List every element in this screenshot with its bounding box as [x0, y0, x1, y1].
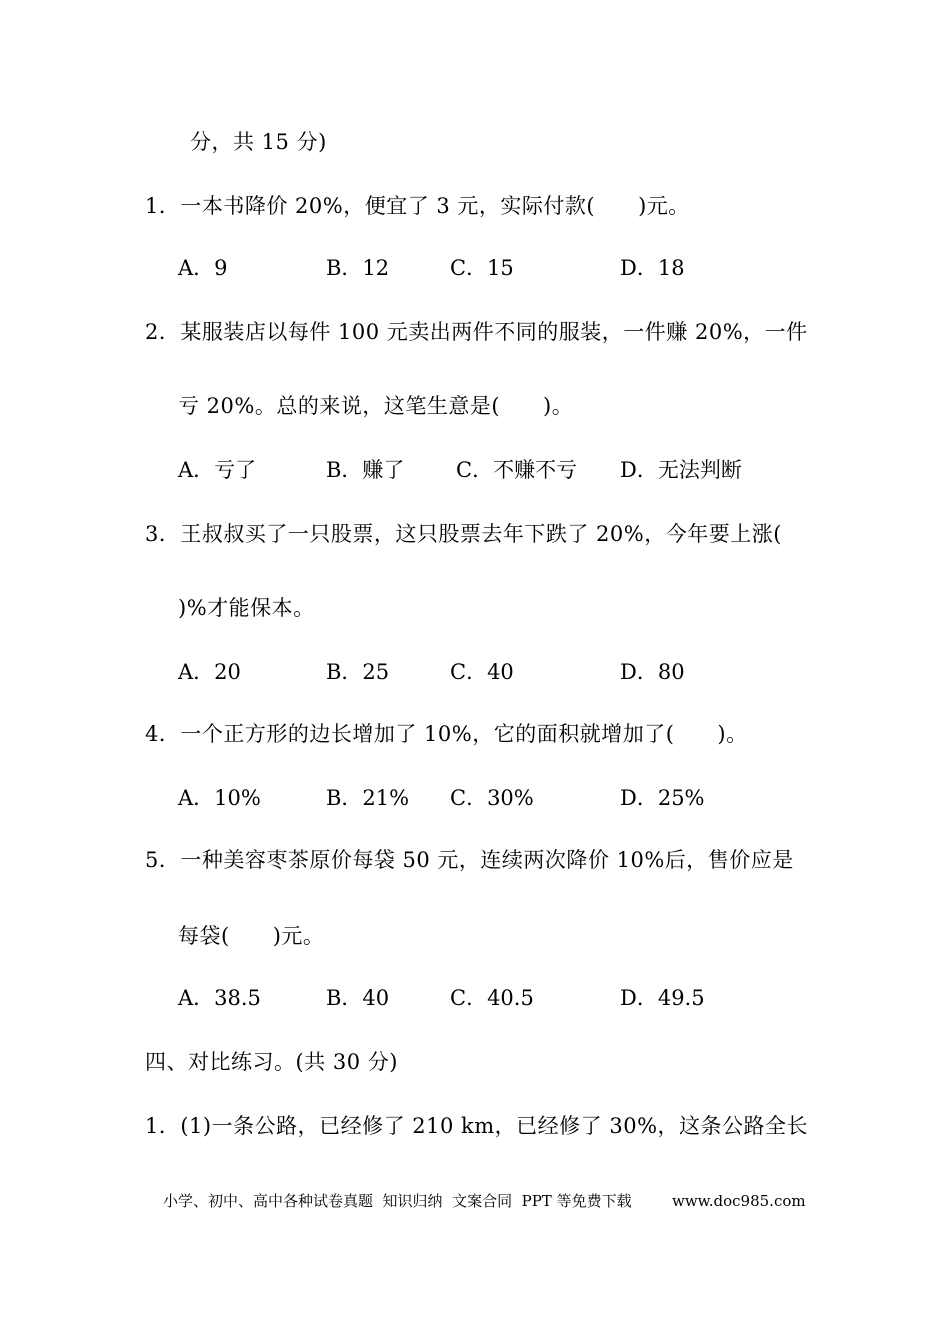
question-5-option-b: B．40 [326, 986, 390, 1010]
question-1-option-b: B．12 [326, 256, 390, 280]
question-5-option-a: A．38.5 [178, 986, 261, 1010]
question-1-option-c: C．15 [450, 256, 514, 280]
question-2-option-a: A．亏了 [178, 458, 257, 482]
question-4-option-a: A．10% [178, 786, 261, 810]
section-header-continuation: 分，共 15 分) [190, 130, 327, 154]
question-4-text: 4．一个正方形的边长增加了 10%，它的面积就增加了( )。 [145, 722, 748, 746]
question-2-option-d: D．无法判断 [620, 458, 742, 482]
question-1-option-a: A．9 [178, 256, 228, 280]
question-4-option-b: B．21% [326, 786, 410, 810]
section-four-question-1: 1．(1)一条公路，已经修了 210 km，已经修了 30%，这条公路全长 [145, 1114, 809, 1138]
question-4-option-d: D．25% [620, 786, 705, 810]
question-3-option-a: A．20 [178, 660, 241, 684]
question-1-text: 1．一本书降价 20%，便宜了 3 元，实际付款( )元。 [145, 194, 690, 218]
question-2-text-line-1: 2．某服装店以每件 100 元卖出两件不同的服装，一件赚 20%，一件 [145, 320, 808, 344]
footer-text: 小学、初中、高中各种试卷真题 知识归纳 文案合同 PPT 等免费下载 [163, 1192, 632, 1210]
question-3-option-d: D．80 [620, 660, 685, 684]
question-2-option-c: C．不赚不亏 [456, 458, 578, 482]
section-four-title: 四、对比练习。(共 30 分) [145, 1050, 398, 1074]
question-5-text-line-1: 5．一种美容枣茶原价每袋 50 元，连续两次降价 10%后，售价应是 [145, 848, 794, 872]
question-1-option-d: D．18 [620, 256, 685, 280]
question-3-option-b: B．25 [326, 660, 390, 684]
question-5-text-line-2: 每袋( )元。 [178, 924, 325, 948]
question-3-option-c: C．40 [450, 660, 514, 684]
question-5-option-d: D．49.5 [620, 986, 705, 1010]
question-2-text-line-2: 亏 20%。总的来说，这笔生意是( )。 [178, 394, 574, 418]
footer-url[interactable]: www.doc985.com [672, 1192, 806, 1210]
question-5-option-c: C．40.5 [450, 986, 534, 1010]
question-4-option-c: C．30% [450, 786, 534, 810]
question-3-text-line-2: )%才能保本。 [178, 596, 315, 620]
question-2-option-b: B．赚了 [326, 458, 405, 482]
question-3-text-line-1: 3．王叔叔买了一只股票，这只股票去年下跌了 20%，今年要上涨( [145, 522, 782, 546]
